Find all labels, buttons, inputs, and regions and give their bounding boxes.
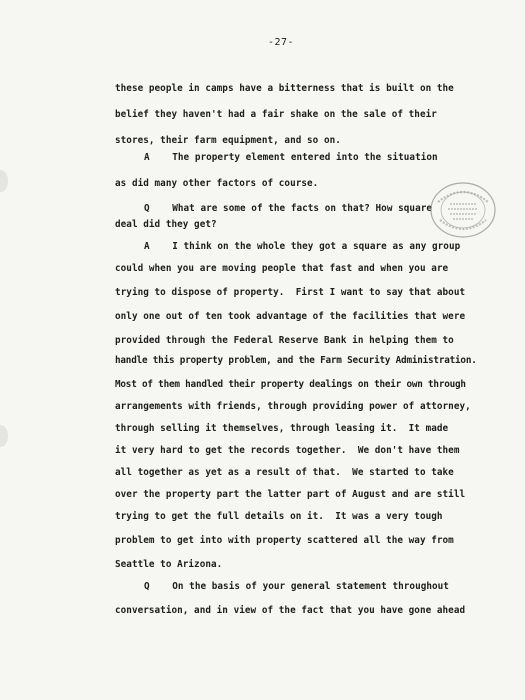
text-line: A The property element entered into the situation xyxy=(144,152,438,163)
text-line: these people in camps have a bitterness that is built on the xyxy=(115,83,454,94)
text-line: trying to get the full details on it. It was a very tough xyxy=(115,511,443,522)
text-line: handle this property problem, and the Farm Security Administration. xyxy=(115,355,477,366)
text-line: over the property part the latter part of August and are still xyxy=(115,489,466,500)
text-line: all together as yet as a result of that. We started to take xyxy=(115,467,454,478)
text-line: deal did they get? xyxy=(115,219,217,230)
text-line: provided through the Federal Reserve Bank in helping them to xyxy=(115,335,454,346)
text-line: belief they haven't had a fair shake on the sale of their xyxy=(115,109,437,120)
page-number: -27- xyxy=(268,37,295,48)
text-line: problem to get into with property scattered all the way from xyxy=(115,535,454,546)
text-line: it very hard to get the records together. We don't have them xyxy=(115,445,460,456)
archive-stamp xyxy=(428,180,498,240)
text-line: through selling it themselves, through leasing it. It made xyxy=(115,423,449,434)
text-line: A I think on the whole they got a square as any group xyxy=(144,241,461,252)
punch-hole xyxy=(0,170,8,192)
text-line: arrangements with friends, through providing power of attorney, xyxy=(115,401,471,412)
text-line: Q What are some of the facts on that? How square xyxy=(144,203,433,214)
text-line: only one out of ten took advantage of the facilities that were xyxy=(115,311,466,322)
punch-hole xyxy=(0,425,8,447)
text-line: could when you are moving people that fast and when you are xyxy=(115,263,449,274)
text-line: Most of them handled their property dealings on their own through xyxy=(115,379,466,390)
text-line: stores, their farm equipment, and so on. xyxy=(115,135,341,146)
text-line: conversation, and in view of the fact that you have gone ahead xyxy=(115,605,466,616)
text-line: trying to dispose of property. First I want to say that about xyxy=(115,287,466,298)
text-line: as did many other factors of course. xyxy=(115,178,319,189)
text-line: Q On the basis of your general statement throughout xyxy=(144,581,449,592)
text-line: Seattle to Arizona. xyxy=(115,559,223,570)
